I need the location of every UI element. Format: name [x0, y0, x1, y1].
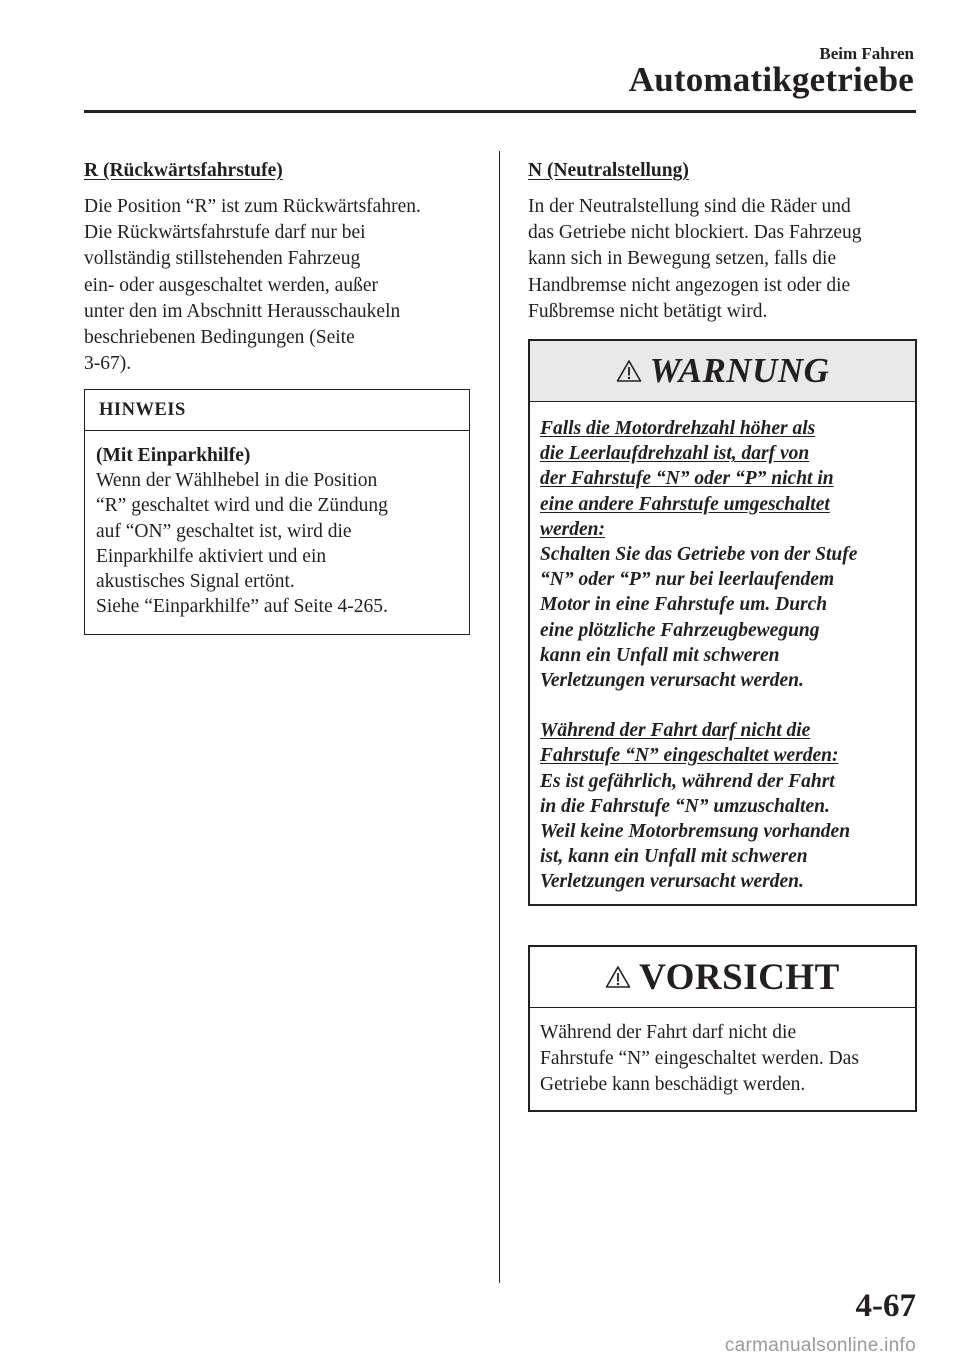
caution-label: VORSICHT [639, 956, 840, 998]
note-title: HINWEIS [85, 390, 469, 431]
note-subtitle: (Mit Einparkhilfe) [96, 445, 251, 466]
section-body-n: In der Neutralstellung sind die Räder und das Getriebe nicht blockiert. Das Fahrzeug kann sich in Bewegung setzen, falls die Handbremse nicht angezogen ist oder die Fußbremse nicht betätigt wird. [528, 196, 862, 322]
warning-text-2: Es ist gefährlich, während der Fahrt in die Fahrstufe “N” umzuschalten. Weil keine Motorbremsung vorhanden ist, kann ein Unfall mit schweren Verletzungen verursacht werden. [540, 770, 851, 893]
warning-triangle-icon [605, 965, 631, 989]
header-section: Beim Fahren [819, 44, 914, 63]
warning-label: WARNUNG [649, 351, 830, 390]
caution-box [528, 945, 917, 1112]
note-box [84, 389, 470, 635]
page-number: 4-67 [855, 1288, 916, 1324]
warning-body [530, 402, 915, 895]
section-heading-r: R (Rückwärtsfahrstufe) [84, 160, 283, 181]
warning-text-1: Schalten Sie das Getriebe von der Stufe “N” oder “P” nur bei leerlaufendem Motor in eine Fahrstufe um. Durch eine plötzliche Fahrzeugbewegung kann ein Unfall mit schweren Verletzungen verursacht werden. [540, 544, 858, 692]
warning-title-2: Während der Fahrt darf nicht die Fahrstufe “N” eingeschaltet werden: [540, 720, 839, 767]
watermark: carmanualsonline.info [724, 1335, 916, 1356]
caution-text: Während der Fahrt darf nicht die Fahrstufe “N” eingeschaltet werden. Das Getriebe kann beschädigt werden. [540, 1022, 859, 1095]
warning-box [528, 339, 917, 906]
section-heading-n: N (Neutralstellung) [528, 160, 689, 181]
note-body [85, 431, 469, 619]
warning-title-1: Falls die Motordrehzahl höher als die Leerlaufdrehzahl ist, darf von der Fahrstufe “N” oder “P” nicht in eine andere Fahrstufe umgeschaltet werden: [540, 418, 834, 540]
header-rule [84, 110, 916, 113]
left-column [84, 160, 474, 377]
right-column [528, 160, 918, 325]
note-text: Wenn der Wählhebel in die Position “R” geschaltet wird und die Zündung auf “ON” geschaltet ist, wird die Einparkhilfe aktiviert und ein akustisches Signal ertönt. Siehe “Einparkhilfe” auf Seite 4-265. [96, 470, 388, 618]
warning-triangle-icon [616, 359, 642, 383]
page-title: Automatikgetriebe [628, 60, 914, 99]
warning-header [530, 341, 915, 402]
column-divider [499, 151, 500, 1283]
paragraph-gap [540, 693, 905, 718]
caution-header [530, 947, 915, 1008]
section-body-r: Die Position “R” ist zum Rückwärtsfahren. Die Rückwärtsfahrstufe darf nur bei vollständig stillstehenden Fahrzeug ein- oder ausgeschaltet werden, außer unter den im Abschnitt Herausschaukeln beschriebenen Bedingungen (Seite 3-67). [84, 196, 421, 375]
